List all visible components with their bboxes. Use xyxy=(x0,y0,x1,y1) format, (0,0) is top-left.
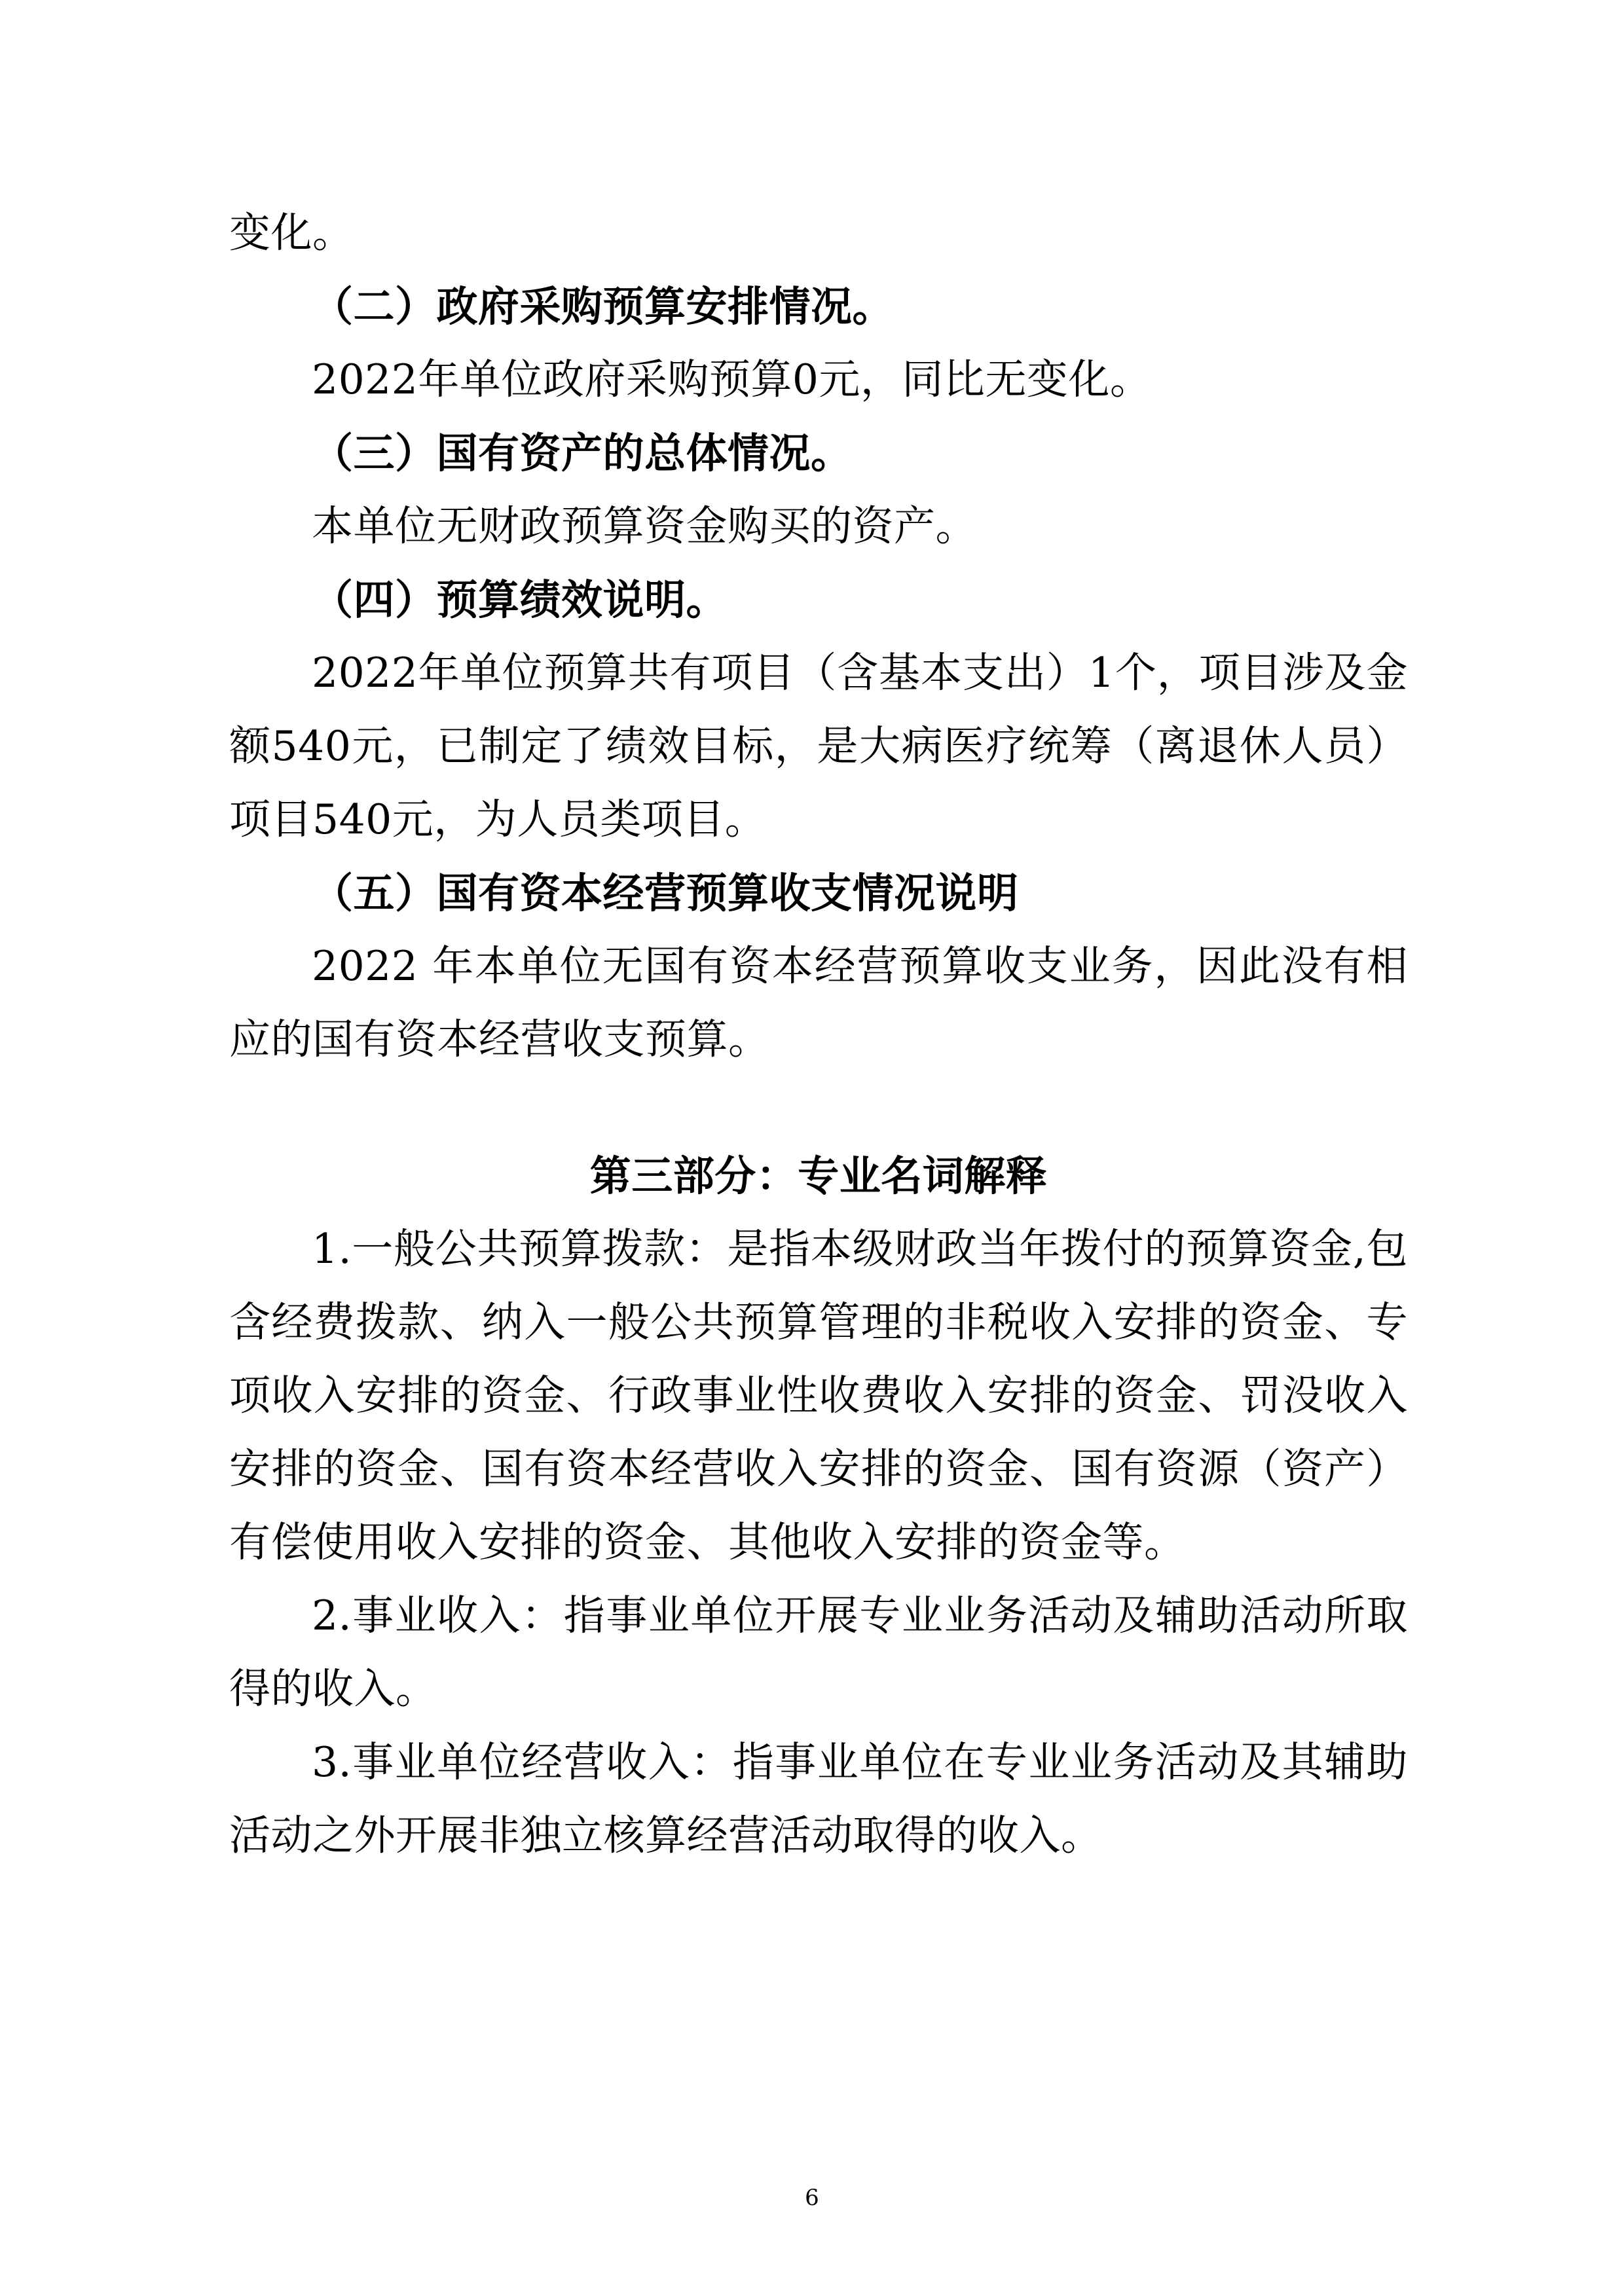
page-number: 6 xyxy=(805,2185,819,2211)
term-definition-1: 1.一般公共预算拨款：是指本级财政当年拨付的预算资金,包含经费拨款、纳入一般公共预算管理的非税收入安排的资金、专项收入安排的资金、行政事业性收费收入安排的资金、罚没收入安排的资金、国有资本经营收入安排的资金、国有资源（资产）有偿使用收入安排的资金、其他收入安排的资金等。 xyxy=(229,1225,1408,1566)
section-heading-2: （二）政府采购预算安排情况。 xyxy=(312,282,894,331)
paragraph-budget-performance: 2022年单位预算共有项目（含基本支出）1个，项目涉及金额540元，已制定了绩效目标，是大病医疗统筹（离退休人员）项目540元，为人员类项目。 xyxy=(229,649,1408,843)
term-definition-3: 3.事业单位经营收入：指事业单位在专业业务活动及其辅助活动之外开展非独立核算经营活动取得的收入。 xyxy=(229,1738,1408,1859)
paragraph-state-assets: 本单位无财政预算资金购买的资产。 xyxy=(312,502,977,550)
page-content xyxy=(229,196,1408,1872)
term-definition-2: 2.事业收入：指事业单位开展专业业务活动及辅助活动所取得的收入。 xyxy=(229,1592,1408,1713)
section-heading-4: （四）预算绩效说明。 xyxy=(312,575,728,624)
section-heading-5: （五）国有资本经营预算收支情况说明 xyxy=(312,869,1019,917)
section-heading-3: （三）国有资产的总体情况。 xyxy=(312,429,853,477)
paragraph-continuation: 变化。 xyxy=(229,209,354,257)
section-spacer xyxy=(229,1076,1408,1139)
paragraph-state-capital-operating: 2022 年本单位无国有资本经营预算收支业务，因此没有相应的国有资本经营收支预算。 xyxy=(229,942,1408,1063)
part-three-title: 第三部分：专业名词解释 xyxy=(589,1152,1048,1200)
paragraph-procurement-budget: 2022年单位政府采购预算0元，同比无变化。 xyxy=(312,355,1152,403)
